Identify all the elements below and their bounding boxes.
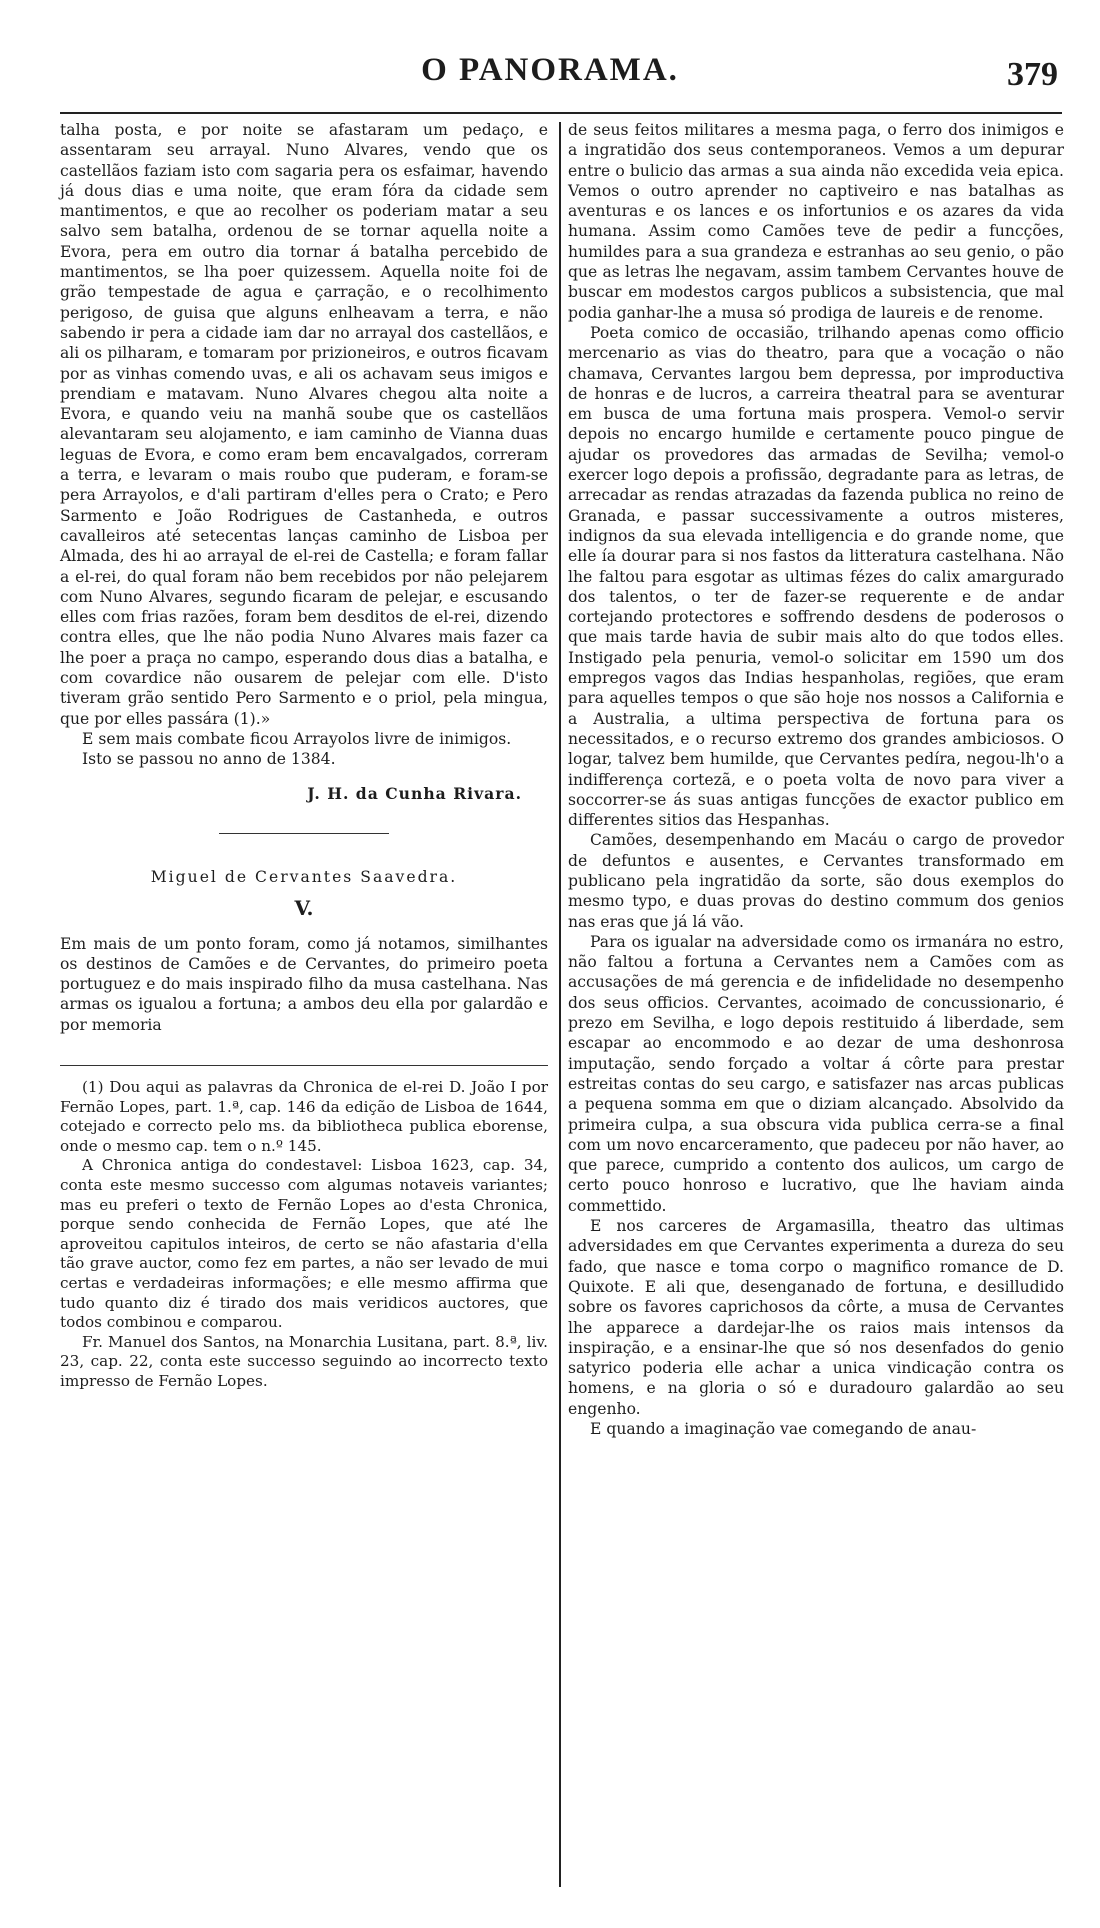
paragraph: E nos carceres de Argamasilla, theatro das ultimas adversidades em que Cervantes experimenta a dureza do seu fado, que nasce e toma corpo o magnifico romance de D. Quixote. E ali que, desenganado de fortuna, e desilludido sobre os favores caprichosos da côrte, a musa de Cervantes lhe apparece a dardejar-lhe os raios mais intensos da inspiração, e a ensinar-lhe que só nos desenfados do genio satyrico poderia elle achar a unica vindicação contra os homens, e na gloria o só e duradouro galardão ao seu engenho. [568, 1217, 1064, 1418]
continued-paragraph: de seus feitos militares a mesma paga, o ferro dos inimigos e a ingratidão dos seus contemporaneos. Vemos a um depurar entre o bulicio das armas a sua ainda não excedida veia epica. Vemos o outro aprender no captiveiro e nas batalhas as aventuras e os lances e os infortunios e os azares da vida humana. Assim como Camões teve de pedir a funcções, humildes para a sua grandeza e estranhas ao seu genio, o pão que as letras lhe negavam, assim tambem Cervantes houve de buscar em modestos cargos publicos a subsistencia, que mal podia ganhar-lhe a musa só prodiga de laureis e de renome. [568, 121, 1064, 322]
paragraph: Camões, desempenhando em Macáu o cargo de provedor de defuntos e ausentes, e Cervantes transformado em publicano pela ingratidão da sorte, são dous exemplos do mesmo typo, e duas provas do destino commum dos genios nas eras que já lá vão. [568, 831, 1064, 931]
paragraph: Isto se passou no anno de 1384. [82, 750, 336, 769]
author-signature: J. H. da Cunha Rivara. [307, 783, 522, 803]
page-title: O PANORAMA. [421, 52, 679, 88]
article-title: Miguel de Cervantes Saavedra. [150, 867, 458, 886]
paragraph: Poeta comico de occasião, trilhando apenas como officio mercenario as vias do theatro, para que a vocação o não chamava, Cervantes largou bem depressa, por improductiva de honras e de lucros, a carreira theatral para se aventurar em busca de uma fortuna mais prospera. Vemol-o servir depois no encargo humilde e certamente pouco pingue de ajudar os provedores das armadas de Sevilha; vemol-o exercer logo depois a profissão, degradante para as letras, de arrecadar as rendas atrazadas da fazenda publica no reino de Granada, e passar successivamente a outros misteres, indignos da sua elevada intelligencia e do grande nome, que elle ía dourar para si nos fastos da litteratura castelhana. Não lhe faltou para esgotar as ultimas fézes do calix amargurado dos talentos, o ter de fazer-se requerente e de andar cortejando protectores e soffrendo desdens de poderosos o que mais tarde havia de subir mais alto do que todos elles. Instigado pela penuria, vemol-o solicitar em 1590 um dos empregos vagos das Indias hespanholas, regiões, que eram para aquelles tempos o que são hoje nos nossos a California e a Australia, a ultima perspectiva de fortuna para os necessitados, e o recurso extremo dos grandes ambiciosos. O logar, talvez bem humilde, que Cervantes pedíra, negou-lh'o a indifferença cortezã, e o poeta volta de novo para viver a soccorrer-se ás suas antigas funcções de exactor publico em differentes sitios das Hespanhas. [568, 323, 1064, 830]
paragraph: E quando a imaginação vae comegando de anau- [590, 1420, 977, 1438]
column-divider [559, 122, 561, 1887]
page-number: 379 [1007, 56, 1058, 93]
footnote: Fr. Manuel dos Santos, na Monarchia Lusitana, part. 8.ª, liv. 23, cap. 22, conta este successo seguindo ao incorrecto texto impresso de Fernão Lopes. [60, 1332, 548, 1390]
footnote: A Chronica antiga do condestavel: Lisboa 1623, cap. 34, conta este mesmo successo com algumas notaveis variantes; mas eu preferi o texto de Fernão Lopes ao d'esta Chronica, porque sendo conhecida de Fernão Lopes, que até lhe aproveitou capitulos inteiros, de certo se não afastaria d'ella tão grave auctor, como fez em partes, a não ser levado de mui certas e verdadeiras informações; e elle mesmo affirma que tudo quanto diz é tirado dos mais veridicos auctores, que todos combinou e comparou. [60, 1156, 548, 1332]
paragraph: Para os igualar na adversidade como os irmanára no estro, não faltou a fortuna a Cervantes nem a Camões com as accusações de má gerencia e de infidelidade no desempenho dos seus officios. Cervantes, acoimado de concussionario, é prezo em Sevilha, e logo depois restituido á liberdade, sem escapar ao encommodo e ao dezar de uma deshonrosa imputação, sendo forçado a voltar á côrte para prestar estreitas contas do seu cargo, e satisfazer nas arcas publicas a pequena somma em que o diziam alcançado. Absolvido da primeira culpa, a sua obscura vida publica cerra-se a final com um novo encarceramento, que padeceu por não haver, ao que parece, cumprido a contento dos aulicos, um cargo de certo pouco honroso e lucrativo, que lhe haviam ainda commettido. [568, 932, 1064, 1215]
right-column [568, 120, 1064, 1439]
section-number: V. [294, 895, 314, 920]
footnotes [60, 1078, 548, 1392]
footnote: (1) Dou aqui as palavras da Chronica de el-rei D. João I por Fernão Lopes, part. 1.ª, cap. 146 da edição de Lisboa de 1644, cotejado e correcto pelo ms. da bibliotheca publica eborense, onde o mesmo cap. tem o n.º 145. [60, 1077, 548, 1155]
left-column [60, 120, 548, 1391]
footnote-rule [60, 1065, 548, 1066]
paragraph: E sem mais combate ficou Arrayolos livre de inimigos. [82, 729, 512, 748]
continued-paragraph: talha posta, e por noite se afastaram um pedaço, e assentaram seu arrayal. Nuno Alvares, vendo que os castellãos faziam isto com sagaria pera os esfaimar, havendo já dous dias e uma noite, que eram fóra da cidade sem mantimentos, e que ao recolher os poderiam matar a seu salvo sem batalha, ordenou de se tornar aquella noite a Evora, pera em outro dia tornar á batalha percebido de mantimentos, se lha poer quizessem. Aquella noite foi de grão tempestade de agua e çarração, e o recolhimento perigoso, de guisa que alguns enlheavam a terra, e não sabendo ir pera a cidade iam dar no arrayal dos castellãos, e ali os pilharam, e tomaram por prizioneiros, e outros ficavam por as vinhas comendo uvas, e ali os achavam seus imigos e prendiam e matavam. Nuno Alvares chegou alta noite a Evora, e quando veiu na manhã soube que os castellãos alevantaram seu alojamento, e iam caminho de Vianna duas leguas de Evora, e como eram bem encavalgados, correram a terra, e levaram o mais roubo que puderam, e foram-se pera Arrayolos, e d'ali partiram d'elles pera o Crato; e Pero Sarmento e João Rodrigues de Castanheda, e outros cavalleiros até setecentas lanças caminho de Lisboa per Almada, des hi ao arrayal de el-rei de Castella; e foram fallar a el-rei, do qual foram não bem recebidos por não pelejarem com Nuno Alvares, segundo ficaram de pelejar, e escusando elles com frias razões, foram bem desditos de el-rei, dizendo contra elles, que lhe não podia Nuno Alvares mais fazer ca lhe poer a praça no campo, esperando dous dias a batalha, e com covardice não ousarem de pelejar com elle. D'isto tiveram grão sentido Pero Sarmento e o priol, pela mingua, que por elles passára (1).» [60, 121, 548, 728]
header-rule [60, 112, 1062, 114]
separator-rule [219, 833, 389, 834]
article-opening-paragraph: Em mais de um ponto foram, como já notamos, similhantes os destinos de Camões e de Cervantes, do primeiro poeta portuguez e do mais inspirado filho da musa castelhana. Nas armas os igualou a fortuna; a ambos deu ella por galardão e por memoria [60, 934, 548, 1034]
